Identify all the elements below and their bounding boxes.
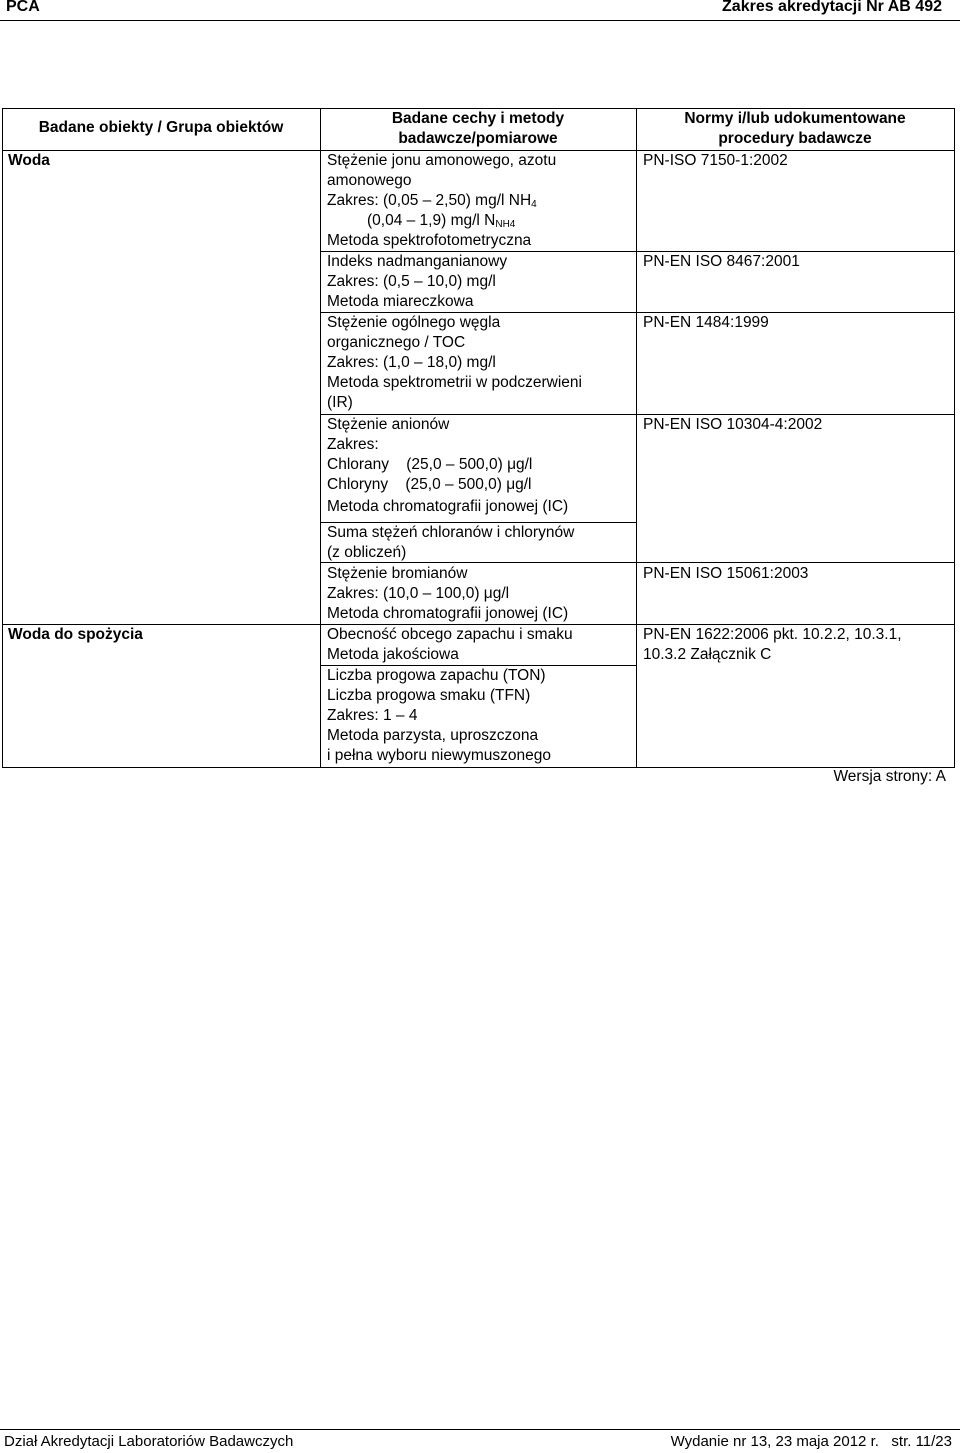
norm-text: PN-EN ISO 8467:2001 (643, 253, 800, 270)
method-text: Stężenie bromianów (327, 565, 468, 582)
footer-edition: Wydanie nr 13, 23 maja 2012 r. str. 11/23 (670, 1433, 952, 1450)
method-text: (z obliczeń) (327, 544, 407, 561)
method-text: Zakres: (1,0 – 18,0) mg/l (327, 354, 496, 371)
object-woda-do-spozycia: Woda do spożycia (8, 626, 143, 643)
method-text: Suma stężeń chloranów i chlorynów (327, 524, 575, 541)
footer-divider (0, 1429, 960, 1430)
method-range-nh4: Zakres: (0,05 – 2,50) mg/l $NH_4$ (327, 192, 537, 210)
method-text: Metoda parzysta, uproszczona (327, 727, 539, 744)
col-header-norms-2: procedury badawcze (718, 130, 872, 147)
footer-department: Dział Akredytacji Laboratoriów Badawczych (4, 1433, 294, 1450)
norm-text: PN-EN 1622:2006 pkt. 10.2.2, 10.3.1, (643, 626, 902, 643)
object-woda: Woda (8, 152, 50, 169)
method-text: Metoda spektrometrii w podczerwieni (327, 374, 582, 391)
header-divider (0, 20, 960, 21)
norm-text: PN-EN ISO 15061:2003 (643, 565, 809, 582)
method-text: Stężenie anionów (327, 416, 450, 433)
method-text: (IR) (327, 394, 353, 411)
norm-text: 10.3.2 Załącznik C (643, 646, 772, 663)
method-text: Metoda spektrofotometryczna (327, 232, 532, 249)
method-text: Metoda jakościowa (327, 646, 459, 663)
table-border-bottom (2, 767, 955, 768)
method-text: Metoda chromatografii jonowej (IC) (327, 498, 569, 515)
col-header-methods-2: badawcze/pomiarowe (398, 130, 558, 147)
method-text: Indeks nadmanganianowy (327, 253, 508, 270)
method-text: Obecność obcego zapachu i smaku (327, 626, 573, 643)
method-text: Metoda chromatografii jonowej (IC) (327, 605, 569, 622)
header-title: Zakres akredytacji Nr AB 492 (722, 0, 942, 15)
method-text: amonowego (327, 172, 412, 189)
method-text: Chloryny (25,0 – 500,0) μg/l (327, 476, 532, 493)
method-text: Zakres: (10,0 – 100,0) μg/l (327, 585, 510, 602)
method-range-n: (0,04 – 1,9) mg/l $N_{NH4}$ (367, 212, 516, 230)
method-text: Stężenie ogólnego węgla (327, 314, 501, 331)
method-text: Liczba progowa smaku (TFN) (327, 687, 531, 704)
table-border-left (2, 108, 3, 768)
norm-text: PN-EN 1484:1999 (643, 314, 769, 331)
method-text: Chlorany (25,0 – 500,0) μg/l (327, 456, 533, 473)
header-org: PCA (6, 0, 40, 15)
method-text: organicznego / TOC (327, 334, 466, 351)
method-text: Zakres: (0,5 – 10,0) mg/l (327, 273, 496, 290)
page-version: Wersja strony: A (833, 768, 946, 785)
method-text: Metoda miareczkowa (327, 293, 474, 310)
norm-text: PN-ISO 7150-1:2002 (643, 152, 788, 169)
column-divider-2 (636, 108, 637, 768)
col-header-objects: Badane obiekty / Grupa obiektów (38, 119, 284, 136)
method-text: Zakres: (327, 436, 379, 453)
column-divider-1 (320, 108, 321, 768)
method-text: i pełna wyboru niewymuszonego (327, 747, 552, 764)
table-border-right (954, 108, 955, 768)
col-header-norms-1: Normy i/lub udokumentowane (684, 110, 906, 127)
method-text: Zakres: 1 – 4 (327, 707, 418, 724)
page-header (0, 0, 960, 20)
method-text: Stężenie jonu amonowego, azotu (327, 152, 557, 169)
norm-text: PN-EN ISO 10304-4:2002 (643, 416, 823, 433)
col-header-methods-1: Badane cechy i metody (391, 110, 565, 127)
row-divider-4b (320, 562, 955, 563)
method-text: Liczba progowa zapachu (TON) (327, 667, 546, 684)
